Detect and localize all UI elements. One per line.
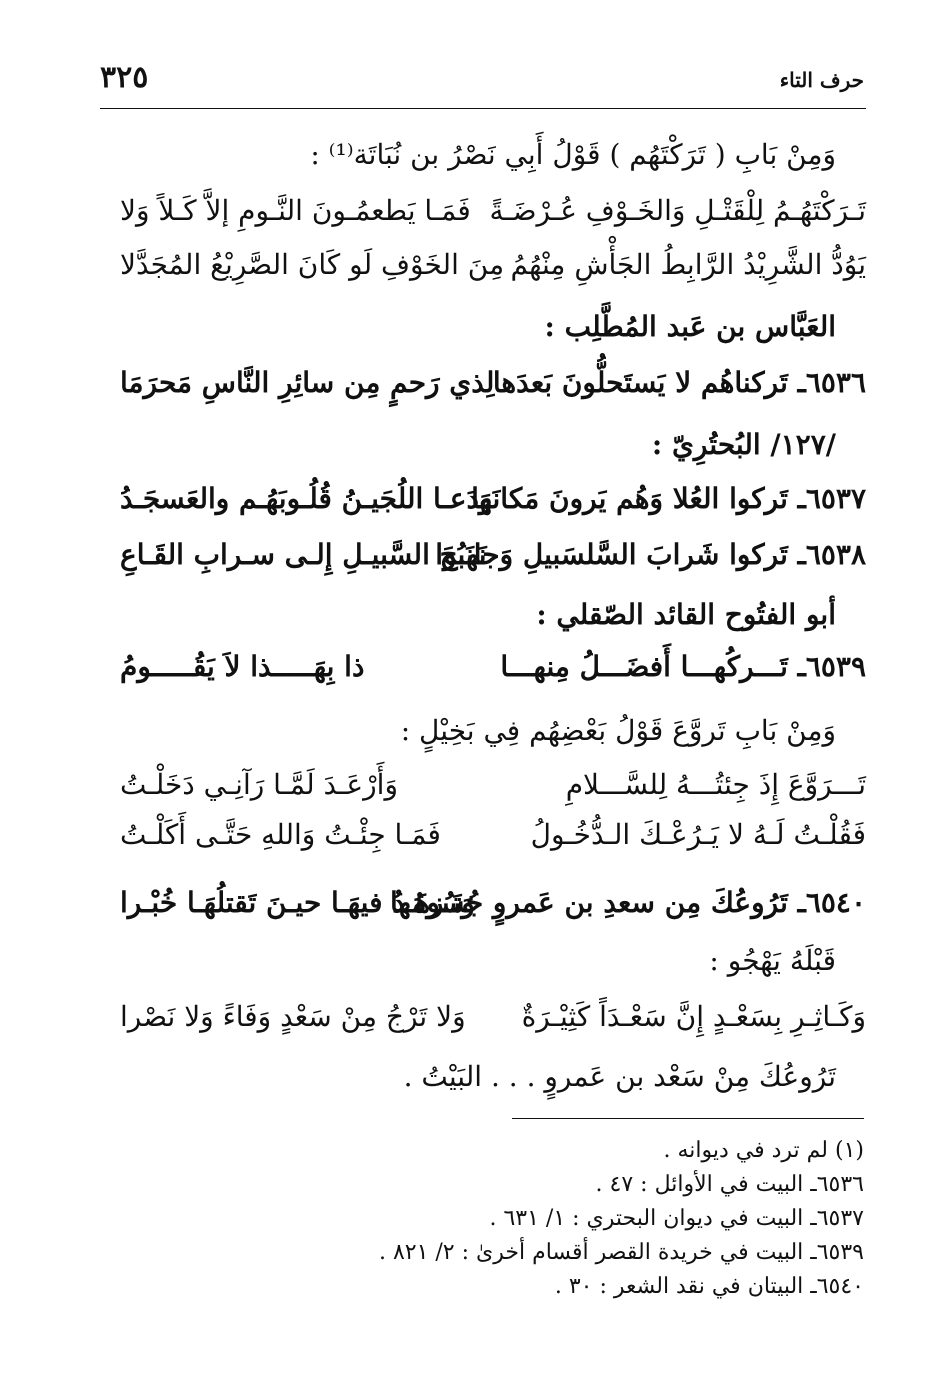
verse-hemistich-first: ٦٥٣٨ـ تَركوا شَرابَ السَّلسَبيلِ وَجانَبُوا (435, 538, 866, 571)
verse-hemistich-first: تَـــرَوَّعَ إِذَ جِئتُـــهُ لِلسَّـــلامِ (565, 768, 866, 801)
verse-hemistich-first: ٦٥٣٩ـ تَـــركُهـــا أَفضَـــلُ مِنهـــا (500, 650, 866, 683)
verse-line (120, 768, 866, 820)
poet-heading: /١٢٧/ البُحتُرِيّ : (651, 428, 836, 461)
footnote: ٦٥٣٦ـ البيت في الأوائل : ٤٧ . (595, 1172, 864, 1197)
verse-hemistich-first: يَوُدُّ الشَّرِيْدُ الرَّابِطُ الجَأْشِ مِنْهُمُ (510, 248, 866, 281)
verse-hemistich-second: فَمَـا يَطعمُـونَ النَّـومِ إلاَّ كَـلاً وَلا (120, 194, 471, 227)
footnote: ٦٥٣٧ـ البيت في ديوان البحتري : ١/ ٦٣١ . (489, 1206, 864, 1231)
intro-line: قَبْلَهُ يَهْجُو : (709, 944, 836, 977)
intro-line: وَمِنْ بَابِ تَروَّعَ قَوْلُ بَعْضِهُم فِي بَخِيْلٍ : (400, 714, 836, 747)
poet-heading: أبو الفتُوح القائد الصّقلي : (536, 598, 836, 631)
verse-line (120, 248, 866, 300)
verse-hemistich-second: وَدَعـا اللُجَيـنُ قُلُـوبَهُـم والعَسجَـدُ (120, 482, 493, 515)
verse-hemistich-first: ٦٥٣٧ـ تَركوا العُلا وَهُم يَرونَ مَكانَها (471, 482, 866, 515)
verse-hemistich-second: فَمَـا جِئْـتُ وَاللهِ حَتَّـى أَكَلْـتُ (120, 818, 441, 851)
verse-hemistich-first: ٦٥٤٠ـ تَرُوعُكَ مِن سعدِ بن عَمروٍ جُسُومُها (389, 886, 866, 919)
poet-heading: العَبَّاس بن عَبد المُطَّلِب : (544, 310, 836, 343)
verse-hemistich-second: وَأَرْعَـدَ لَمَّـا رَآنِـي دَخَلْـتُ (120, 768, 398, 801)
verse-line (120, 818, 866, 870)
page-header (100, 60, 864, 104)
header-rule (100, 108, 866, 109)
footnote: (١) لم ترد في ديوانه . (663, 1138, 864, 1163)
verse-hemistich-second: نَهـجَ السَّبيـلِ إِلـى سـرابِ القَـاعِ (120, 538, 487, 571)
numbered-verse (120, 538, 866, 590)
numbered-verse (120, 886, 866, 938)
verse-line (120, 194, 866, 246)
verse-reference-line: تَرُوعُكَ مِنْ سَعْد بن عَمروٍ . . . البَيْتُ . (403, 1060, 836, 1093)
verse-hemistich-first: وَكَـاثِـرِ بِسَعْـدٍ إِنَّ سَعْـدَاً كَثِيْـرَةٌ (521, 1000, 866, 1033)
verse-hemistich-second: ذا بِهَـــــذا لاَ يَقُـــــومُ (120, 650, 365, 683)
numbered-verse (120, 650, 866, 702)
verse-hemistich-first: فَقُلْـتُ لَـهُ لا يَـرُعْـكَ الـدُّخُـولُ (530, 818, 866, 851)
running-title: حرف التاء (779, 68, 864, 92)
numbered-verse (120, 482, 866, 534)
verse-hemistich-first: تَـرَكْتَهُـمُ لِلْقَتْـلِ وَالخَـوْفِ عُـرْضَـةً (489, 194, 866, 227)
footnote-rule (512, 1118, 864, 1119)
numbered-verse (120, 366, 866, 418)
verse-hemistich-second: مِنَ الخَوْفِ لَو كَانَ الصَّرِيْعُ المُجَدَّلا (120, 248, 505, 281)
verse-hemistich-second: وَلا تَرْجُ مِنْ سَعْدٍ وَفَاءً وَلا نَصْرا (120, 1000, 466, 1033)
verse-line (120, 1000, 866, 1052)
footnote: ٦٥٣٩ـ البيت في خريدة القصر أقسام أخرىٰ : ٢/ ٨٢١ . (378, 1240, 864, 1265)
verse-hemistich-second: وَتَـزهَـدُ فيهَـا حيـنَ تَقتلُهَـا خُبْـرا (120, 886, 475, 919)
verse-hemistich-first: ٦٥٣٦ـ تَركناهُم لا يَستَحلُّونَ بَعدَها (492, 366, 866, 399)
page-number: ٣٢٥ (100, 60, 149, 95)
verse-hemistich-second: لِذي رَحمٍ مِن سائِرِ النَّاسِ مَحرَمَا (120, 366, 495, 399)
intro-line: وَمِنْ بَابِ ( تَرَكْتَهُم ) قَوْلُ أَبِي نَصْرُ بن نُبَاتَة⁽¹⁾ : (310, 138, 836, 171)
footnote: ٦٥٤٠ـ البيتان في نقد الشعر : ٣٠ . (554, 1274, 864, 1299)
